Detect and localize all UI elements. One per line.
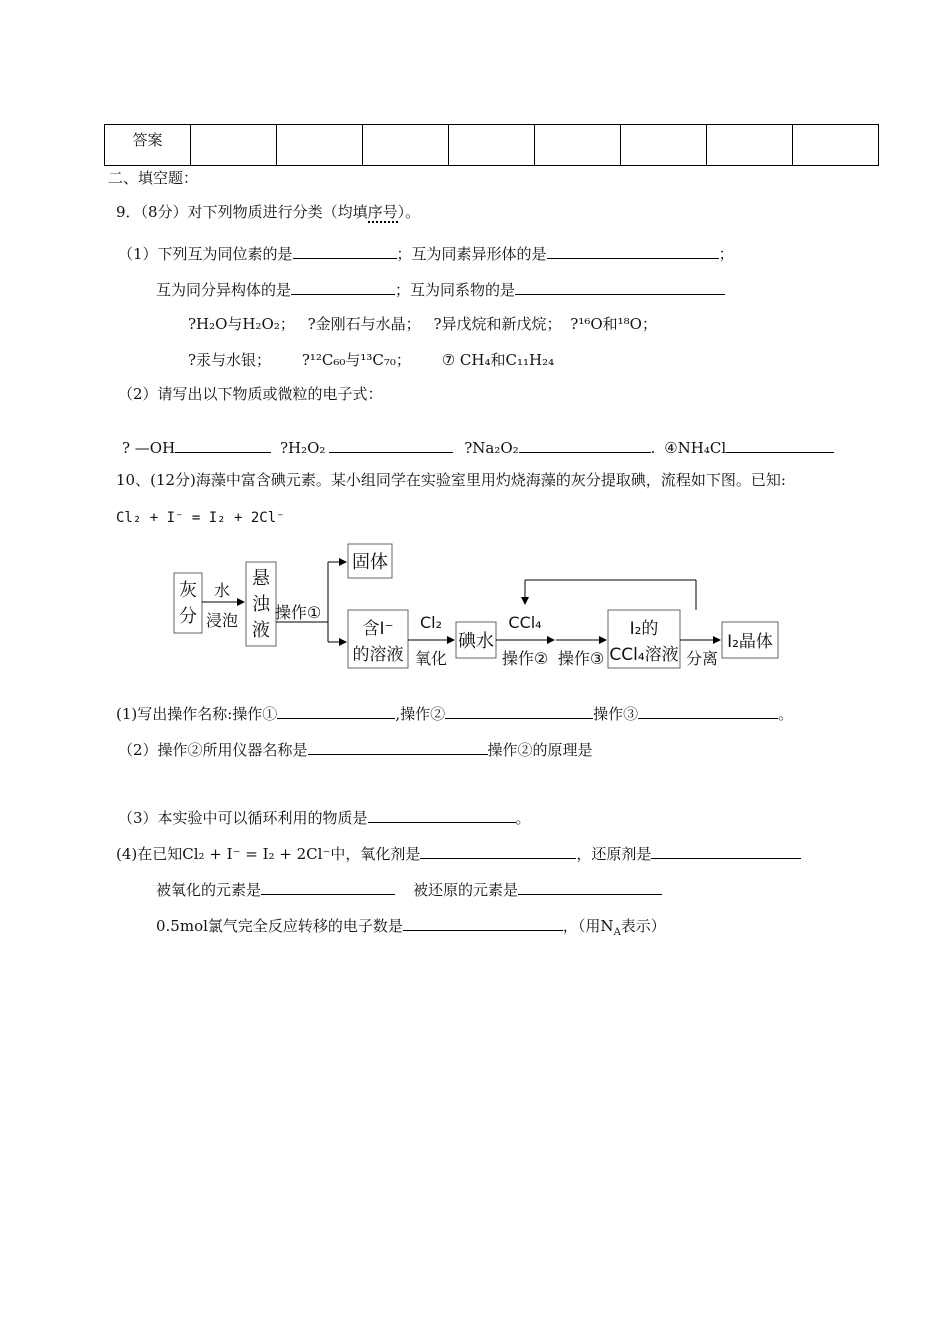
q10-part1-op2: ,操作② — [395, 705, 446, 723]
q10-part3 — [118, 806, 531, 828]
box-ash-text: 灰 — [179, 580, 197, 601]
box-iodide-text: 的溶液 — [352, 645, 404, 665]
op1-blank[interactable] — [277, 702, 395, 719]
answer-cell[interactable] — [535, 125, 621, 166]
arrow-water-label: 水 — [213, 581, 231, 600]
q10-part4-label: (4)在已知Cl₂ + I⁻ = I₂ + 2Cl⁻中，氧化剂是 — [116, 845, 421, 863]
q10-part4-line1 — [116, 842, 801, 864]
q9-isomer-label: 互为同分异构体的是 — [156, 281, 292, 299]
box-solid-text: 固体 — [352, 552, 388, 573]
q10-reduced-label: 被还原的元素是 — [413, 881, 519, 899]
q10-equation: Cl₂ + I⁻ = I₂ + 2Cl⁻ — [116, 510, 285, 526]
reductant-blank[interactable] — [651, 842, 801, 859]
answer-cell[interactable] — [707, 125, 793, 166]
q9-item: ?汞与水银； — [188, 351, 272, 369]
box-iodine-water-text: 碘水 — [458, 631, 494, 652]
q10-part3-label: （3）本实验中可以循环利用的物质是 — [118, 809, 368, 827]
op3-blank[interactable] — [638, 702, 778, 719]
answer-cell[interactable] — [277, 125, 363, 166]
box-ash-text: 分 — [179, 606, 197, 627]
op2-blank[interactable] — [445, 702, 593, 719]
nh4cl-blank[interactable] — [726, 436, 834, 453]
isotope-blank[interactable] — [293, 242, 397, 259]
q9-stem-prefix: 9．（8分）对下列物质进行分类（均填 — [116, 203, 368, 221]
reduced-element-blank[interactable] — [518, 878, 662, 895]
q9-stem — [116, 202, 420, 222]
h2o2-blank[interactable] — [329, 436, 453, 453]
q10-electron-label: 0.5mol氯气完全反应转移的电子数是 — [156, 917, 403, 935]
q10-part4-line2 — [156, 878, 662, 900]
q9-part2-dot: . — [650, 439, 656, 457]
q9-stem-emphasis: 序号 — [367, 203, 398, 221]
homolog-blank[interactable] — [515, 278, 725, 295]
box-suspension-text: 液 — [252, 620, 270, 641]
oxidant-blank[interactable] — [420, 842, 576, 859]
answer-table — [104, 124, 879, 166]
q10-part1-label: (1)写出操作名称:操作① — [116, 705, 278, 723]
box-suspension-text: 悬 — [252, 568, 270, 589]
q10-stem: 10、(12分)海藻中富含碘元素。某小组同学在实验室里用灼烧海藻的灰分提取碘，流程如下图。已知: — [116, 471, 786, 489]
q9-formula-h2o2: ?H₂O₂ — [279, 439, 326, 457]
arrow-oxidation-label: 氧化 — [414, 649, 448, 668]
box-suspension-text: 浊 — [252, 594, 270, 615]
q9-part1-end: ； — [718, 245, 734, 263]
q9-part1-line1 — [118, 242, 734, 264]
q9-part1-sep: ；互为同素异形体的是 — [396, 245, 547, 263]
q10-reductant-label: ，还原剂是 — [576, 845, 652, 863]
q10-part3-end: 。 — [515, 809, 531, 827]
arrow-separate-label: 分离 — [685, 649, 719, 668]
answer-cell[interactable] — [449, 125, 535, 166]
q9-item: ?H₂O与H₂O₂； — [188, 315, 295, 333]
oxidized-element-blank[interactable] — [261, 878, 395, 895]
q9-part2-label: （2）请写出以下物质或微粒的电子式： — [118, 385, 383, 403]
q10-na-end: 表示） — [620, 917, 666, 935]
q9-item: ⑦ CH₄和C₁₁H₂₄ — [441, 351, 555, 369]
isomer-blank[interactable] — [291, 278, 395, 295]
box-iodide-text: 含I⁻ — [362, 619, 394, 639]
q10-part2-principle: 操作②的原理是 — [487, 741, 593, 759]
q9-item: ?¹⁶O和¹⁸O； — [570, 315, 657, 333]
allotrope-blank[interactable] — [547, 242, 719, 259]
q10-part1-op3: 操作③ — [593, 705, 639, 723]
flow-diagram — [170, 540, 790, 680]
q9-homolog-label: ；互为同系物的是 — [395, 281, 516, 299]
box-ccl4-text: CCl₄溶液 — [609, 645, 679, 665]
q10-part1 — [116, 702, 793, 724]
answer-cell[interactable] — [793, 125, 879, 166]
q10-part2 — [118, 738, 593, 760]
q9-item: ?金刚石与水晶； — [307, 315, 421, 333]
recycle-blank[interactable] — [368, 806, 516, 823]
answer-cell[interactable] — [363, 125, 449, 166]
q9-items-row2 — [188, 350, 554, 370]
box-ccl4-text: I₂的 — [629, 619, 659, 639]
q9-part2-items — [122, 436, 834, 458]
q9-item: ?异戊烷和新戊烷； — [433, 315, 562, 333]
q10-na-label: ，（用N — [562, 917, 614, 935]
op1-label: 操作① — [274, 603, 322, 622]
arrow-ccl4-label: CCl₄ — [508, 613, 542, 632]
q9-part1-line2 — [156, 278, 725, 300]
q10-part4-line3 — [156, 914, 666, 936]
na2o2-blank[interactable] — [519, 436, 651, 453]
electron-count-blank[interactable] — [403, 914, 563, 931]
q9-formula-oh: ? —OH — [122, 439, 176, 457]
box-crystal-text: I₂晶体 — [727, 632, 773, 652]
op3-label: 操作③ — [557, 649, 605, 668]
answer-cell[interactable] — [621, 125, 707, 166]
oh-blank[interactable] — [175, 436, 271, 453]
q9-item: ?¹²C₆₀与¹³C₇₀； — [301, 351, 411, 369]
q9-items-row1 — [188, 314, 657, 334]
q9-formula-nh4cl: ④NH₄Cl — [664, 439, 727, 457]
q9-part1-label: （1）下列互为同位素的是 — [118, 245, 293, 263]
q10-na-sub: A — [613, 927, 621, 938]
op2-label: 操作② — [501, 649, 549, 668]
q10-part1-end: 。 — [778, 705, 794, 723]
q10-part2-label: （2）操作②所用仪器名称是 — [118, 741, 308, 759]
arrow-soak-label: 浸泡 — [205, 611, 239, 630]
arrow-cl2-label: Cl₂ — [419, 613, 443, 632]
section-title: 二、填空题： — [108, 169, 199, 187]
answer-label: 答案 — [105, 125, 191, 166]
q9-formula-na2o2: ?Na₂O₂ — [464, 439, 519, 457]
answer-cell[interactable] — [191, 125, 277, 166]
instrument-blank[interactable] — [308, 738, 488, 755]
q10-oxidized-label: 被氧化的元素是 — [156, 881, 262, 899]
q9-stem-suffix: ）。 — [397, 203, 421, 221]
